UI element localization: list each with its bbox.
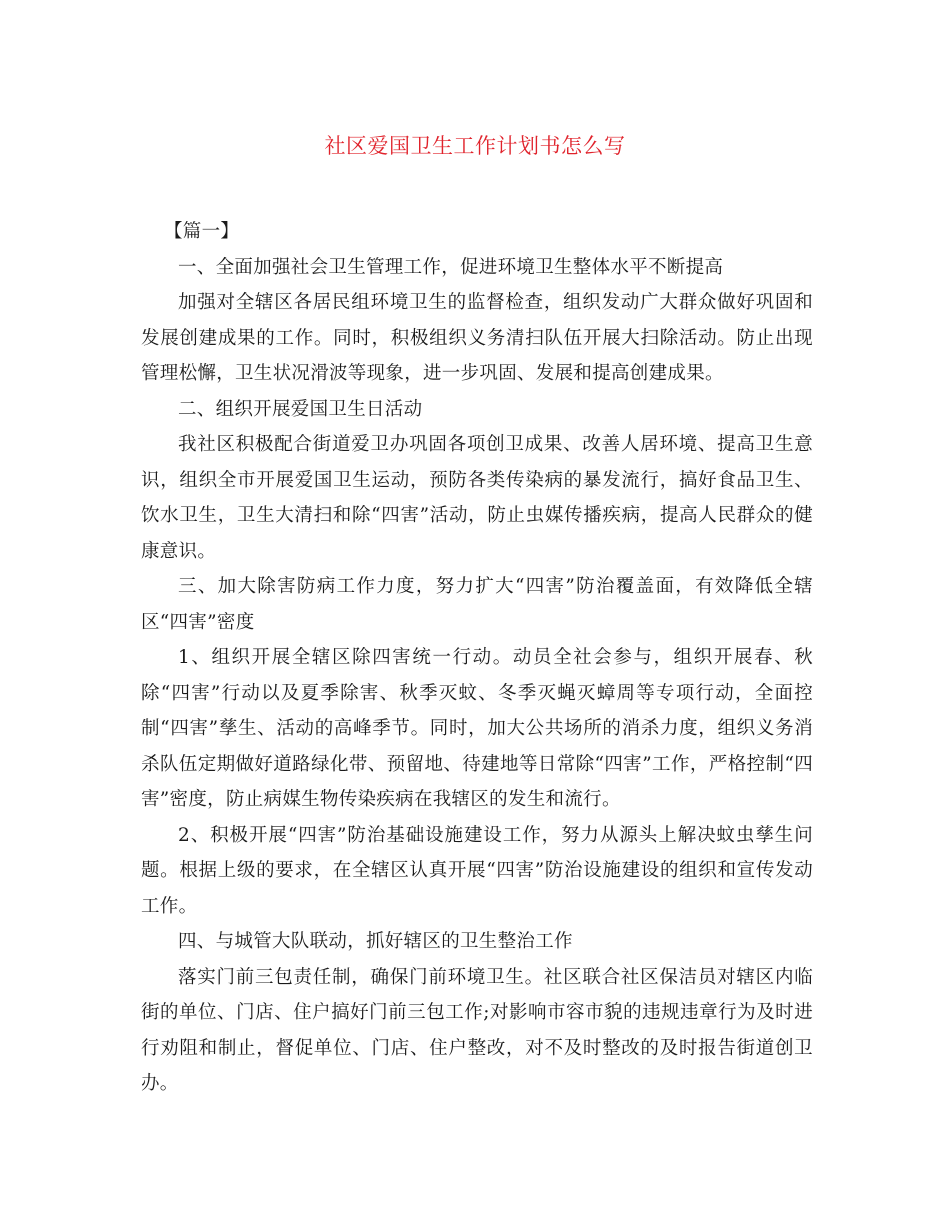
paragraph-3-2: 2、积极开展“四害”防治基础设施建设工作，努力从源头上解决蚊虫孳生问题。根据上级的要求，在全辖区认真开展“四害”防治设施建设的组织和宣传发动工作。 (141, 824, 813, 917)
paragraph-3-1: 1、组织开展全辖区除四害统一行动。动员全社会参与，组织开展春、秋除“四害”行动以及夏季除害、秋季灭蚊、冬季灭蝇灭蟑周等专项行动，全面控制“四害”孳生、活动的高峰季节。同时，加大公共场所的消杀力度，组织义务消杀队伍定期做好道路绿化带、预留地、待建地等日常除“四害”工作，严格控制“四害”密度，防止病媒生物传染疾病在我辖区的发生和流行。 (141, 647, 813, 810)
heading-3: 三、加大除害防病工作力度，努力扩大“四害”防治覆盖面，有效降低全辖区“四害”密度 (141, 576, 813, 633)
document-title: 社区爱国卫生工作计划书怎么写 (324, 134, 626, 158)
paragraph-1: 加强对全辖区各居民组环境卫生的监督检查，组织发动广大群众做好巩固和发展创建成果的工作。同时，积极组织义务清扫队伍开展大扫除活动。防止出现管理松懈，卫生状况滑波等现象，进一步巩固、发展和提高创建成果。 (141, 292, 813, 384)
heading-2: 二、组织开展爱国卫生日活动 (178, 398, 423, 420)
heading-1: 一、全面加强社会卫生管理工作，促进环境卫生整体水平不断提高 (178, 256, 724, 278)
paragraph-2: 我社区积极配合街道爱卫办巩固各项创卫成果、改善人居环境、提高卫生意识，组织全市开展爱国卫生运动，预防各类传染病的暴发流行，搞好食品卫生、饮水卫生，卫生大清扫和除“四害”活动，防止虫媒传播疾病，提高人民群众的健康意识。 (141, 434, 813, 562)
paragraph-4: 落实门前三包责任制，确保门前环境卫生。社区联合社区保洁员对辖区内临街的单位、门店、住户搞好门前三包工作;对影响市容市貌的违规违章行为及时进行劝阻和制止，督促单位、门店、住户整改，对不及时整改的及时报告街道创卫办。 (141, 966, 813, 1094)
heading-4: 四、与城管大队联动，抓好辖区的卫生整治工作 (178, 931, 573, 952)
document-body (141, 214, 813, 1102)
section-marker: 【篇一】 (164, 221, 240, 242)
